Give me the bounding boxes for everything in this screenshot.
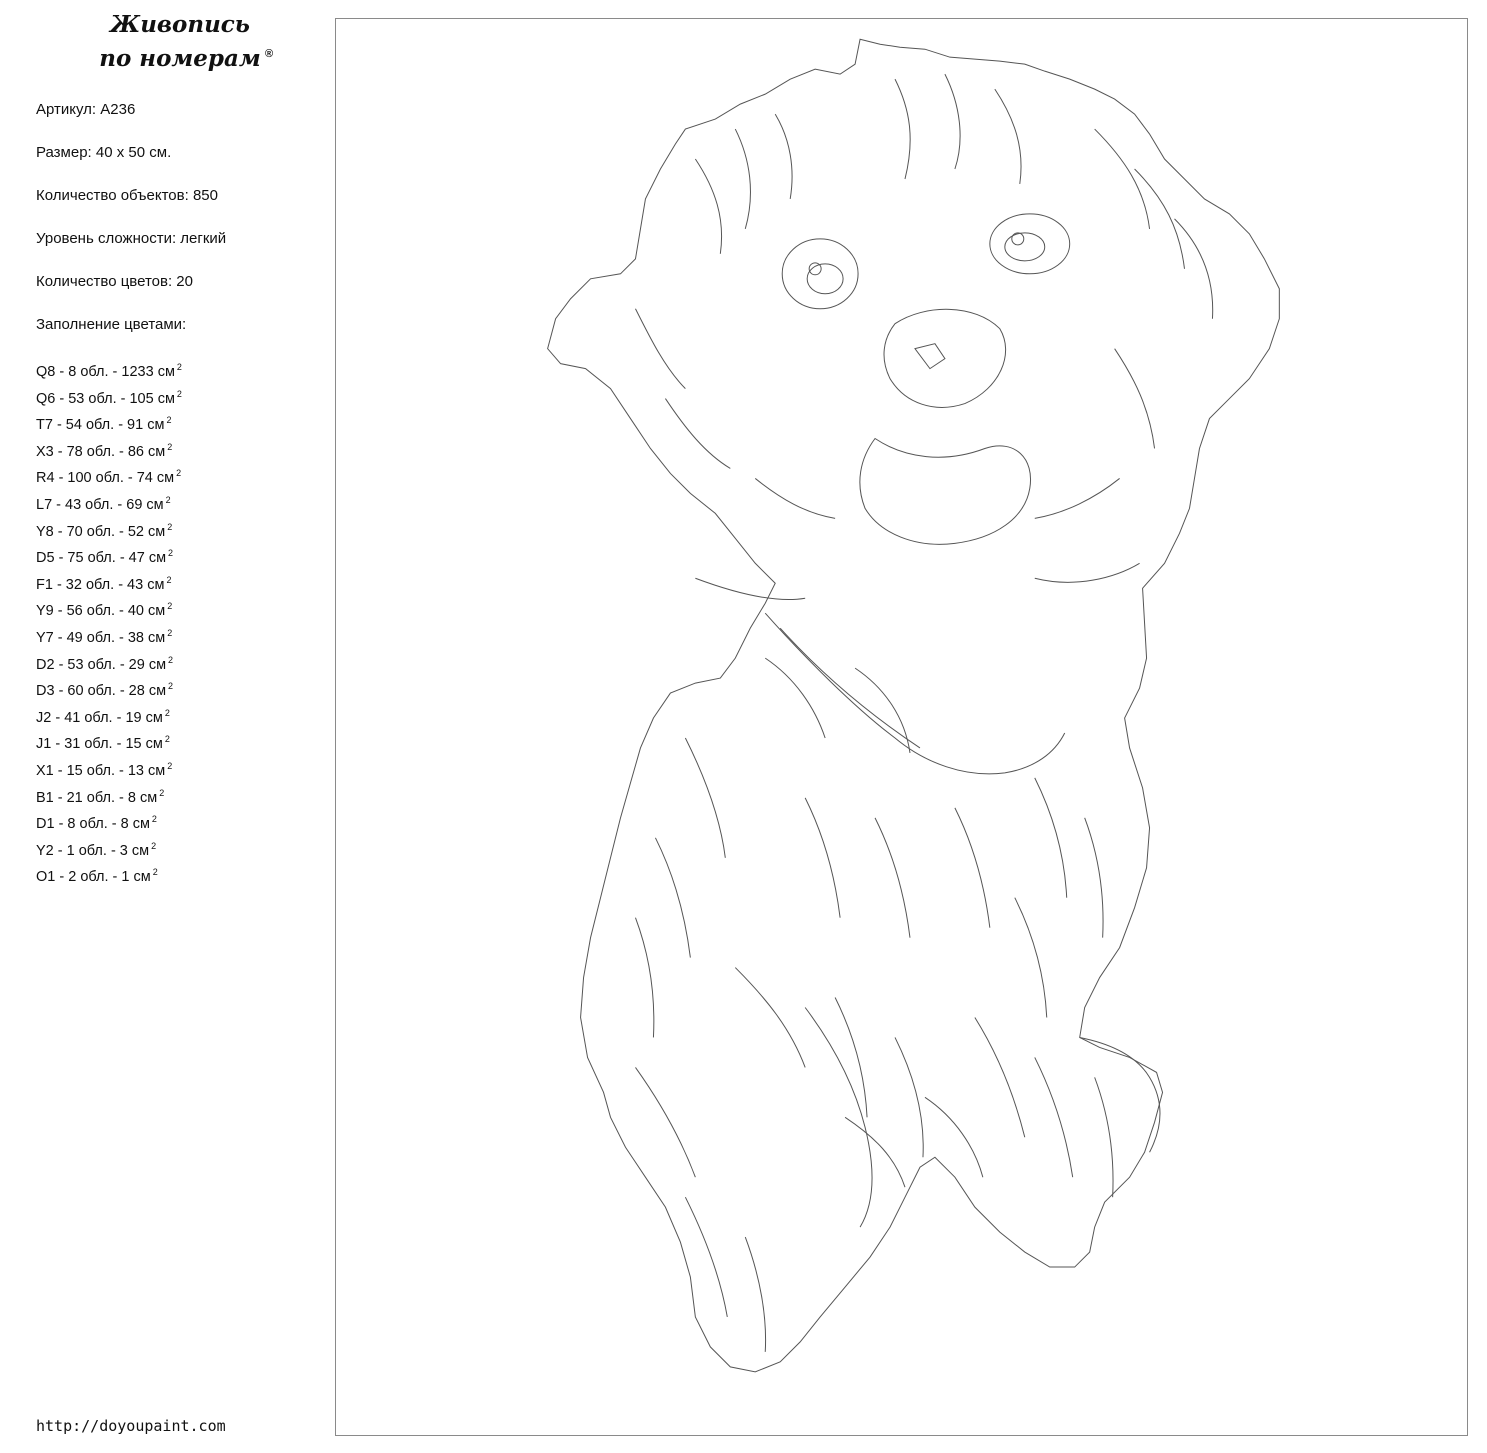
legend-item-label: Y2 - 1 обл. - 3 см — [36, 842, 150, 859]
legend-item — [36, 862, 182, 889]
legend-item — [36, 463, 182, 490]
legend-item-label: D5 - 75 обл. - 47 см — [36, 550, 167, 567]
legend-item — [36, 437, 182, 464]
legend-item — [36, 410, 182, 437]
brand-line-1: Живопись — [110, 11, 250, 38]
legend-item-superscript: 2 — [168, 681, 174, 692]
legend-item-label: B1 - 21 обл. - 8 см — [36, 789, 158, 806]
registered-mark: ® — [265, 48, 274, 60]
legend-item — [36, 596, 182, 623]
legend-item-superscript: 2 — [167, 601, 173, 612]
legend-item-label: Y9 - 56 обл. - 40 см — [36, 603, 166, 620]
legend-item — [36, 570, 182, 597]
legend-item-label: T7 - 54 обл. - 91 см — [36, 417, 165, 434]
legend-item-label: X1 - 15 обл. - 13 см — [36, 762, 166, 779]
website-link[interactable]: http://doyoupaint.com — [36, 1417, 226, 1435]
legend-item — [36, 836, 182, 863]
legend-item — [36, 357, 182, 384]
legend-item-label: J2 - 41 обл. - 19 см — [36, 709, 163, 726]
legend-item-label: F1 - 32 обл. - 43 см — [36, 576, 165, 593]
legend-item-superscript: 2 — [167, 521, 173, 532]
fill-title: Заполнение цветами: — [36, 316, 187, 333]
legend-item-superscript: 2 — [164, 734, 170, 745]
legend-item-superscript: 2 — [168, 654, 174, 665]
legend-item-label: L7 - 43 обл. - 69 см — [36, 496, 164, 513]
legend-item-label: Q8 - 8 обл. - 1233 см — [36, 364, 175, 380]
legend-item-label: Y7 - 49 обл. - 38 см — [36, 629, 166, 646]
legend-item — [36, 384, 182, 411]
legend-item-label: R4 - 100 обл. - 74 см — [36, 470, 175, 487]
legend-item — [36, 729, 182, 756]
size-text: Размер: 40 x 50 см. — [36, 144, 172, 161]
legend-item-label: D3 - 60 обл. - 28 см — [36, 683, 167, 700]
legend-item-superscript: 2 — [168, 548, 174, 559]
legend-item-superscript: 2 — [167, 760, 173, 771]
legend-item-superscript: 2 — [167, 441, 173, 452]
legend-item-superscript: 2 — [165, 494, 171, 505]
legend-item-superscript: 2 — [176, 362, 182, 372]
legend-item — [36, 650, 182, 677]
legend-item-label: J1 - 31 обл. - 15 см — [36, 736, 163, 753]
legend-item-label: Q6 - 53 обл. - 105 см — [36, 390, 175, 407]
coloring-canvas — [335, 18, 1468, 1436]
legend-item-superscript: 2 — [152, 867, 158, 878]
legend-item-superscript: 2 — [166, 415, 172, 426]
legend-item — [36, 756, 182, 783]
legend-item-superscript: 2 — [166, 574, 172, 585]
legend-item — [36, 703, 182, 730]
legend-item — [36, 623, 182, 650]
legend-item — [36, 517, 182, 544]
legend-item — [36, 783, 182, 810]
dog-outline-drawing — [336, 19, 1467, 1435]
legend-item-label: O1 - 2 обл. - 1 см — [36, 869, 151, 886]
legend-item-superscript: 2 — [151, 840, 157, 851]
legend-item — [36, 543, 182, 570]
legend-item-label: D2 - 53 обл. - 29 см — [36, 656, 167, 673]
legend-item-superscript: 2 — [151, 814, 157, 825]
legend-item — [36, 676, 182, 703]
legend-item-superscript: 2 — [164, 707, 170, 718]
legend-item-superscript: 2 — [167, 627, 173, 638]
legend-item — [36, 809, 182, 836]
objects-count-text: Количество объектов: 850 — [36, 187, 218, 204]
article-text: Артикул: A236 — [36, 101, 136, 118]
legend-item — [36, 490, 182, 517]
legend-item-superscript: 2 — [176, 468, 182, 479]
colors-count-text: Количество цветов: 20 — [36, 273, 193, 290]
difficulty-text: Уровень сложности: легкий — [36, 230, 227, 247]
color-legend-list — [36, 357, 182, 889]
brand-line-2: по номерам — [99, 45, 261, 72]
legend-item-superscript: 2 — [159, 787, 165, 798]
legend-item-superscript: 2 — [176, 388, 182, 399]
brand-logo — [60, 8, 300, 76]
legend-item-label: X3 - 78 обл. - 86 см — [36, 443, 166, 460]
legend-item-label: D1 - 8 обл. - 8 см — [36, 816, 150, 833]
legend-item-label: Y8 - 70 обл. - 52 см — [36, 523, 166, 540]
